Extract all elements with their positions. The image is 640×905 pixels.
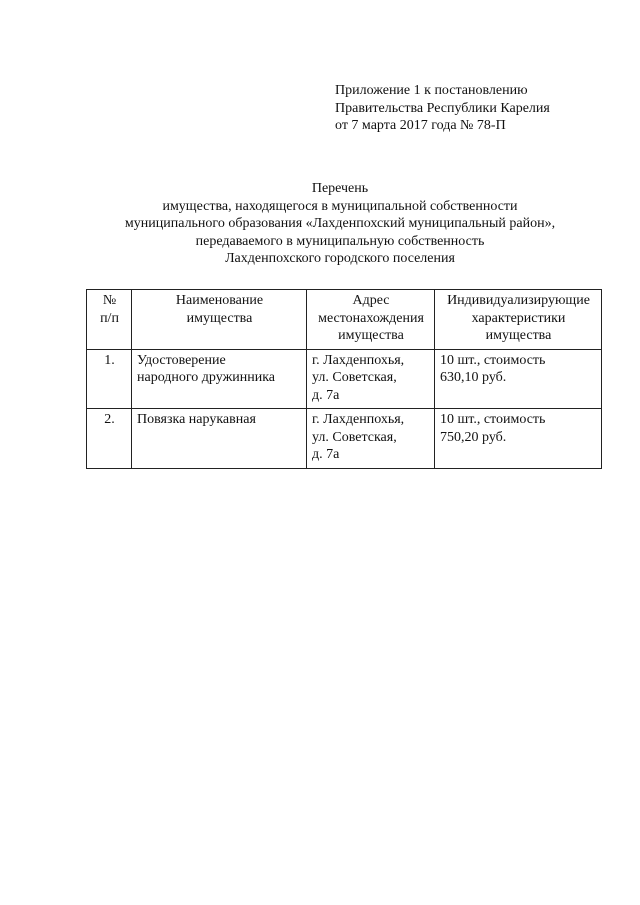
cell-line: Повязка нарукавная (137, 412, 256, 427)
title-line: Перечень (311, 181, 369, 196)
appendix-line: Правительства Республики Карелия (335, 100, 550, 116)
header-address (307, 290, 435, 350)
header-line: характеристики (471, 310, 566, 326)
header-line: имущества (338, 328, 404, 343)
cell-line: 10 шт., стоимость (440, 352, 546, 368)
row-address (307, 409, 435, 469)
title-line: муниципального образования «Лахденпохский муниципальный район», (124, 216, 556, 231)
cell-line: 630,10 руб. (440, 370, 507, 385)
header-line: имущества (186, 310, 253, 326)
row-details (435, 349, 602, 409)
row-name (132, 349, 307, 409)
cell-line: 2. (104, 412, 115, 427)
title-line: имущества, находящегося в муниципальной собственности (162, 198, 518, 214)
header-line: имущества (485, 328, 552, 343)
header-number (87, 290, 132, 350)
header-line: Адрес (352, 293, 390, 308)
row-address (307, 349, 435, 409)
header-details (435, 290, 602, 350)
header-line: п/п (100, 310, 119, 326)
header-line: местонахождения (318, 310, 424, 326)
appendix-note (335, 82, 550, 135)
appendix-line: Приложение 1 к постановлению (335, 83, 528, 98)
cell-line: ул. Советская, (312, 429, 397, 445)
header-line: Наименование (175, 293, 264, 308)
cell-line: г. Лахденпохья, (312, 352, 405, 368)
cell-line: г. Лахденпохья, (312, 412, 405, 427)
header-name (132, 290, 307, 350)
cell-line: 10 шт., стоимость (440, 412, 546, 427)
document-title (0, 180, 640, 268)
cell-line: д. 7а (312, 387, 340, 403)
table-header-row (87, 290, 602, 350)
cell-line: Удостоверение (137, 352, 226, 368)
title-line: Лахденпохского городского поселения (225, 251, 455, 266)
table-row (87, 349, 602, 409)
header-line: № (102, 293, 117, 308)
cell-line: д. 7а (312, 447, 340, 462)
cell-line: 750,20 руб. (440, 429, 507, 445)
cell-line: 1. (104, 352, 115, 368)
row-number (87, 409, 132, 469)
title-line: передаваемого в муниципальную собственность (195, 233, 485, 249)
row-details (435, 409, 602, 469)
cell-line: ул. Советская, (312, 370, 397, 385)
appendix-line: от 7 марта 2017 года № 78-П (335, 118, 506, 133)
header-line: Индивидуализирующие (447, 293, 590, 308)
row-name (132, 409, 307, 469)
row-number (87, 349, 132, 409)
table-row (87, 409, 602, 469)
property-table (86, 289, 602, 469)
cell-line: народного дружинника (137, 370, 276, 385)
